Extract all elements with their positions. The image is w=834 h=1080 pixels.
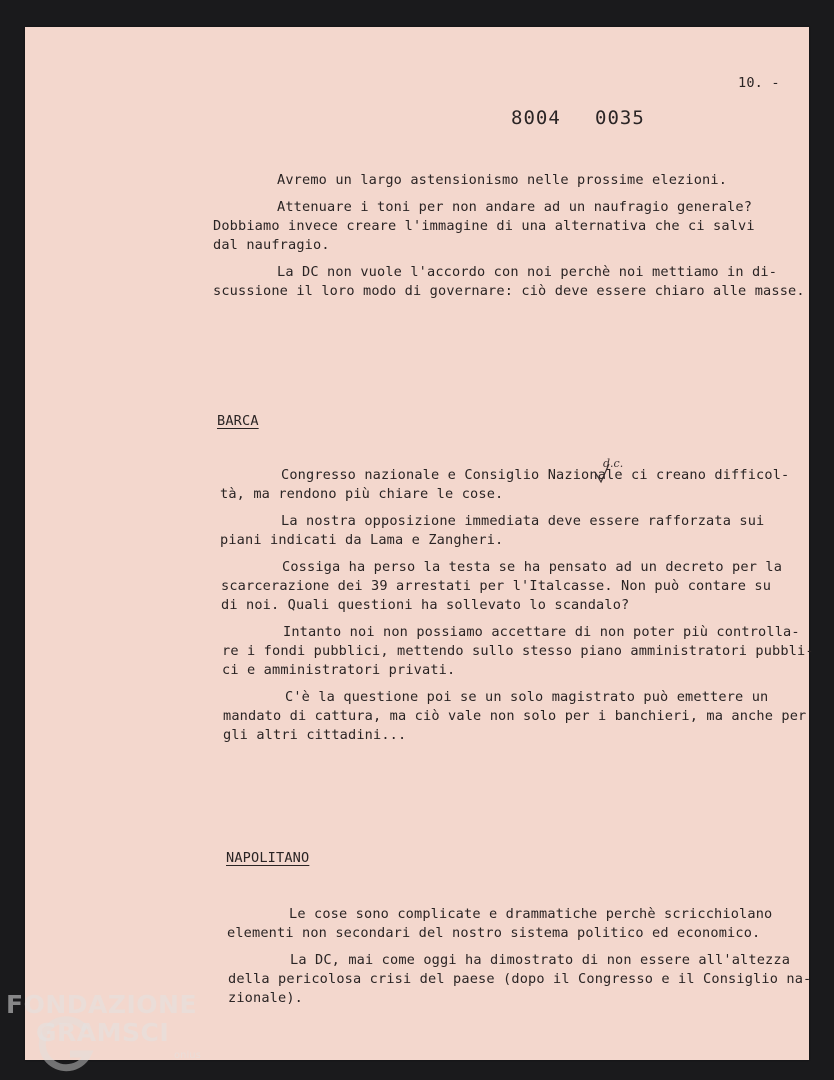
document-page [25, 27, 814, 1060]
text-line: Dobbiamo invece creare l'immagine di una alternativa che ci salvi [213, 218, 755, 234]
text-line: Avremo un largo astensionismo nelle prossime elezioni. [277, 172, 728, 188]
text-line: La nostra opposizione immediata deve essere rafforzata sui [281, 513, 765, 529]
text-line: tà, ma rendono più chiare le cose. [220, 486, 504, 502]
text-line: Le cose sono complicate e drammatiche perchè scricchiolano [289, 906, 773, 922]
text-line: gli altri cittadini... [223, 727, 407, 743]
archive-stamp-2: 0035 [595, 107, 645, 129]
text-line: La DC non vuole l'accordo con noi perchè noi mettiamo in di- [277, 264, 778, 280]
text-line: della pericolosa crisi del paese (dopo il Congresso e il Consiglio na- [228, 971, 812, 987]
watermark-line-2: GRAMSCI [36, 1018, 170, 1047]
text-line: di noi. Quali questioni ha sollevato lo scandalo? [221, 597, 630, 613]
section-heading-barca: BARCA [217, 413, 259, 429]
text-line: Attenuare i toni per non andare ad un naufragio generale? [277, 199, 753, 215]
text-line: Cossiga ha perso la testa se ha pensato ad un decreto per la [282, 559, 783, 575]
text-line: piani indicati da Lama e Zangheri. [220, 532, 504, 548]
text-line: elementi non secondari del nostro sistema politico ed economico. [227, 925, 761, 941]
text-line: Congresso nazionale e Consiglio Nazionale ci creano difficol- [281, 467, 790, 483]
archive-stamp-1: 8004 [511, 107, 561, 129]
text-line: La DC, mai come oggi ha dimostrato di non essere all'altezza [290, 952, 791, 968]
text-line: C'è la questione poi se un solo magistrato può emettere un [285, 689, 769, 705]
watermark-line-3: onlus [174, 1050, 201, 1061]
text-line: scarcerazione dei 39 arrestati per l'Italcasse. Non può contare su [221, 578, 772, 594]
text-line: ci e amministratori privati. [222, 662, 456, 678]
text-line: mandato di cattura, ma ciò vale non solo per i banchieri, ma anche per [223, 708, 807, 724]
text-line: zionale). [228, 990, 304, 1006]
handwritten-insert: d.c. [603, 457, 624, 470]
text-line: Intanto noi non possiamo accettare di non poter più controlla- [283, 624, 800, 640]
text-line: scussione il loro modo di governare: ciò deve essere chiaro alle masse. [213, 283, 805, 299]
text-line: dal naufragio. [213, 237, 330, 253]
fondazione-gramsci-watermark [6, 990, 201, 1061]
section-heading-napolitano: NAPOLITANO [226, 850, 310, 866]
text-line: re i fondi pubblici, mettendo sullo stesso piano amministratori pubbli- [222, 643, 814, 659]
watermark-line-1: FONDAZIONE [6, 990, 198, 1019]
page-number: 10. - [738, 75, 780, 91]
